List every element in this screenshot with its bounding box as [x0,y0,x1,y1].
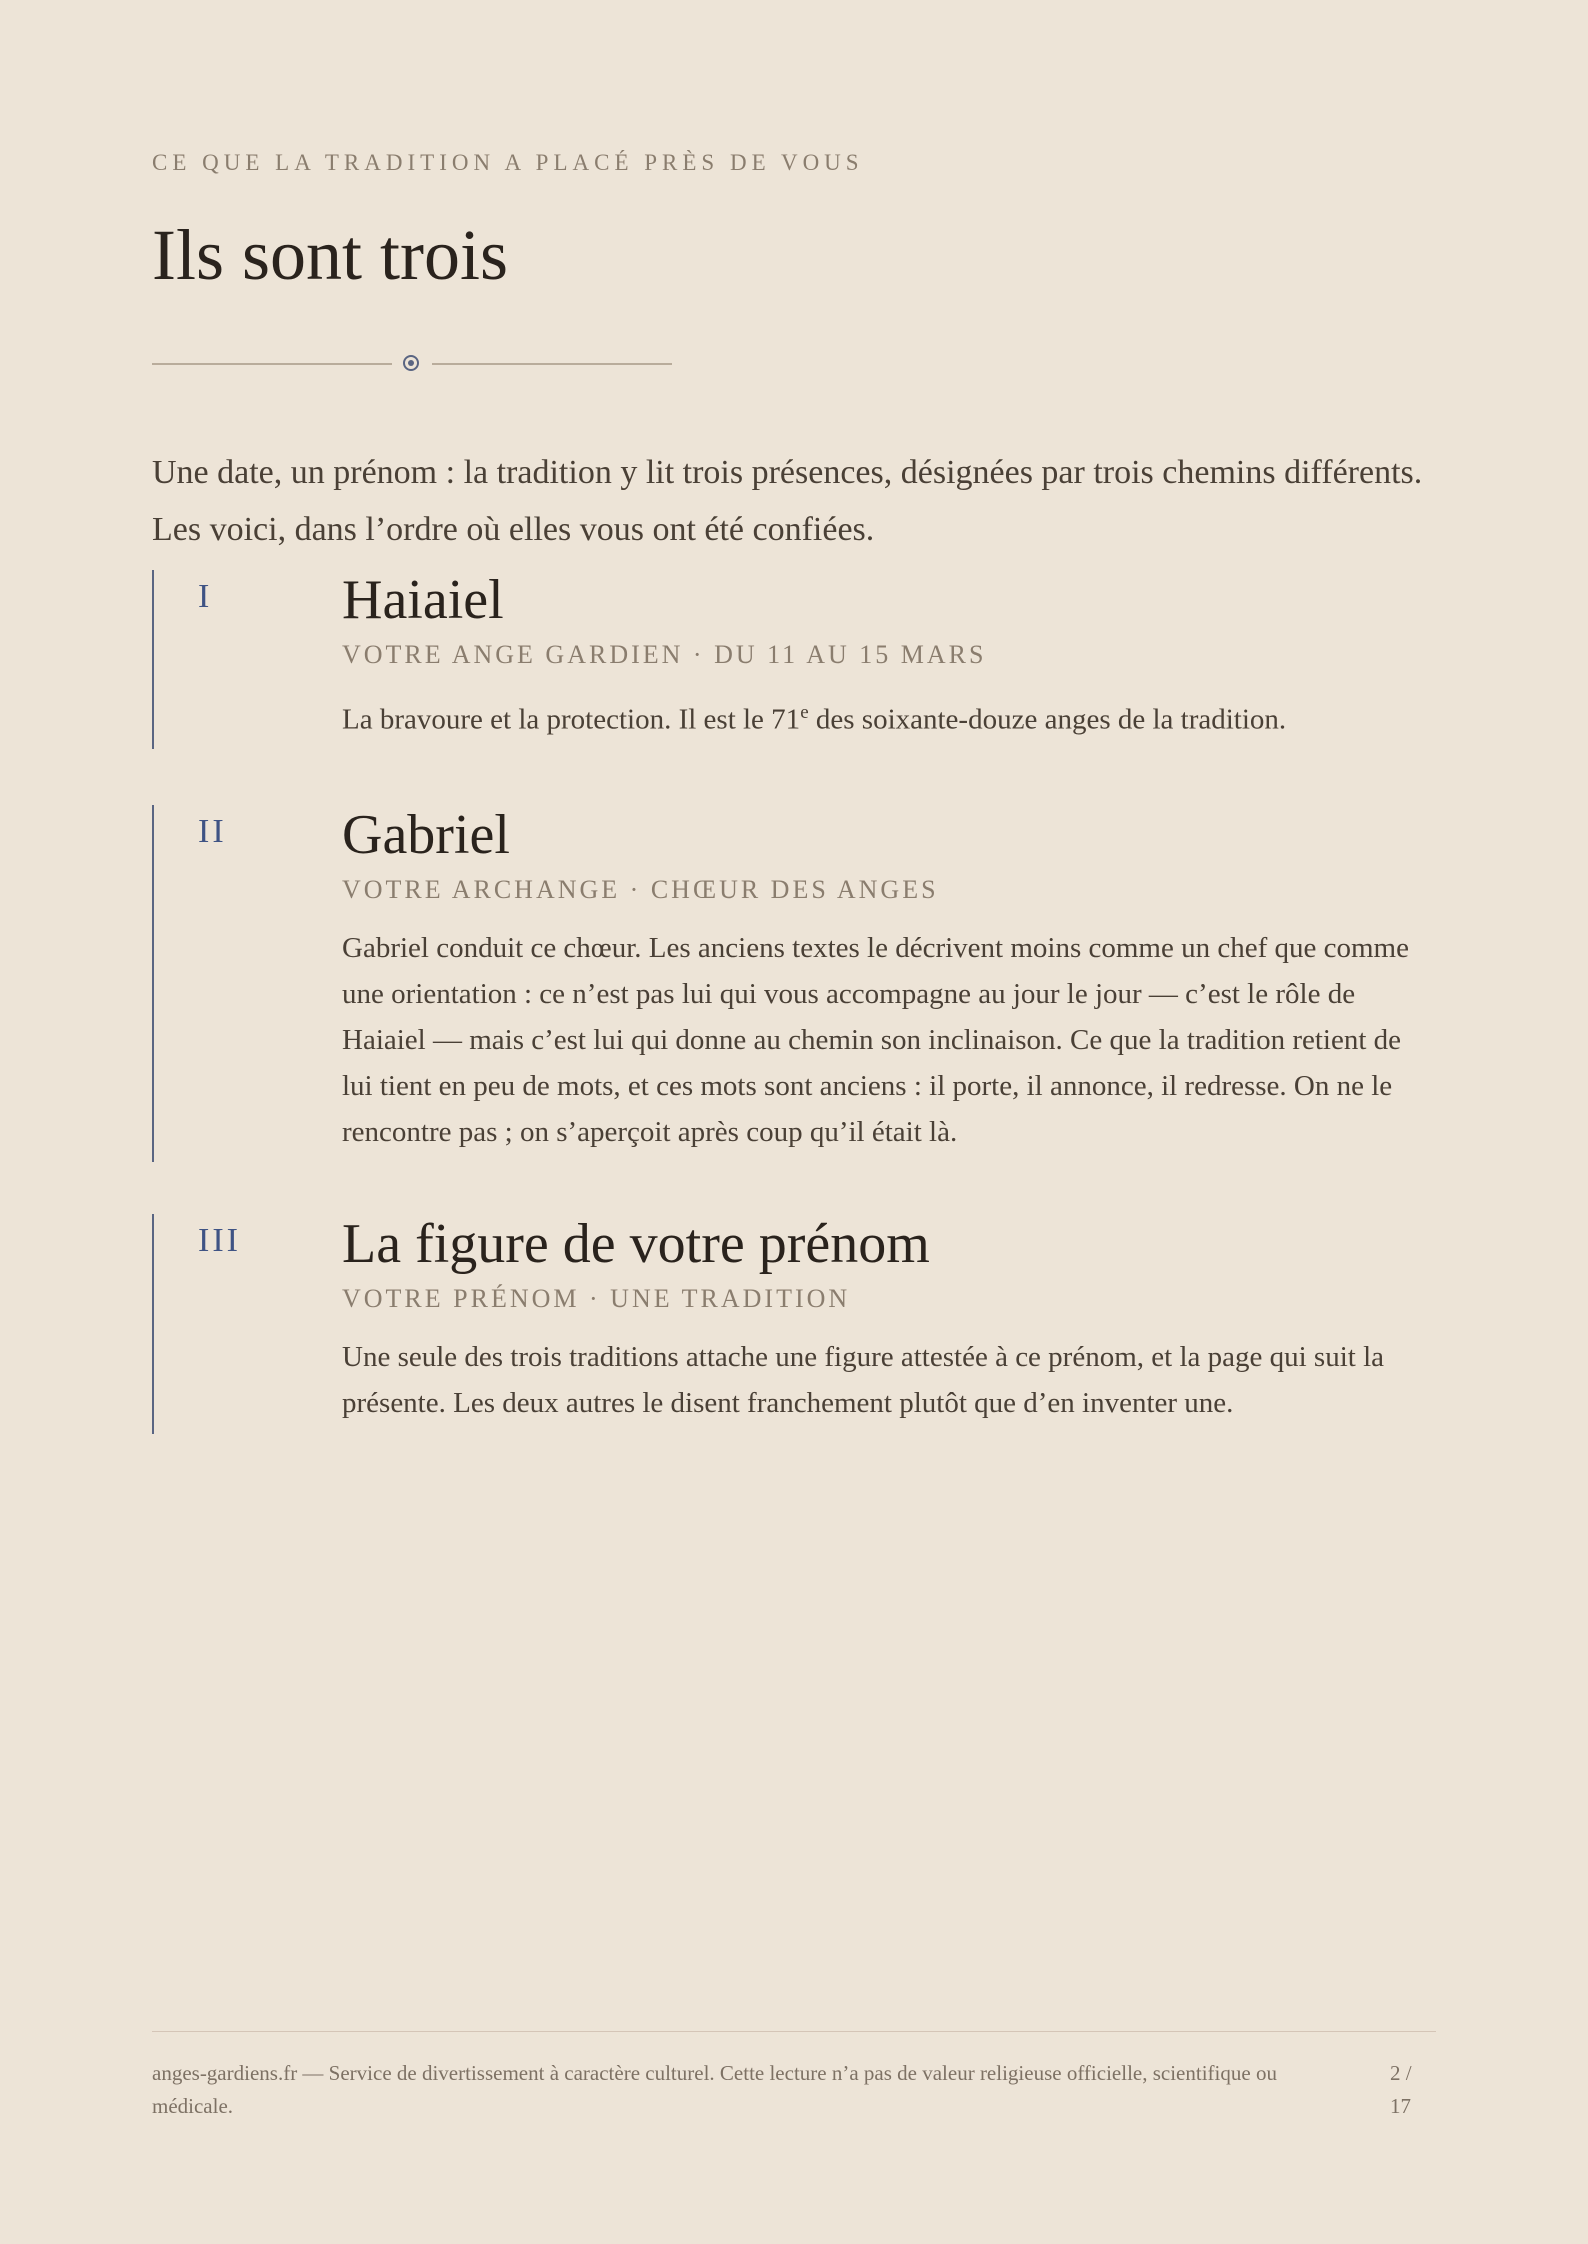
entry-description-part: La bravoure et la protection. Il est le 71 [342,703,801,736]
entry-guardian-angel [152,570,1436,749]
entry-body [342,570,1438,743]
entry-numeral: III [198,1222,241,1259]
entry-name: La figure de votre prénom [342,1213,930,1275]
entry-subtitle: VOTRE ANGE GARDIEN · DU 11 AU 15 MARS [342,640,987,669]
entry-archangel [152,805,1436,1162]
entry-description [342,690,1438,743]
entry-numeral: II [198,813,227,850]
page-number: 2 / 17 [1390,2061,1412,2118]
page-title: Ils sont trois [152,215,509,295]
intro-paragraph: Une date, un prénom : la tradition y lit trois présences, désignées par trois chemins différents. Les voici, dans l’ordre où elles vous ont été confiées. [152,454,1423,548]
ordinal-suffix: e [800,702,809,723]
entry-description: Gabriel conduit ce chœur. Les anciens textes le décrivent moins comme un chef que comme une orientation : ce n’est pas lui qui vous accompagne au jour le jour — c’est le rôle de Haiaiel — mais c’est lui qui donne au chemin son inclinaison. Ce que la tradition retient de lui tient en peu de mots, et ces mots sont anciens : il porte, il annonce, il redresse. On ne le rencontre pas ; on s’aperçoit après coup qu’il était là. [342,932,1409,1148]
ornament-divider [152,352,672,376]
footer-disclaimer: anges-gardiens.fr — Service de divertissement à caractère culturel. Cette lecture n’a pas de valeur religieuse officielle, scientifique ou médicale. [152,2061,1277,2118]
entry-name-figure [152,1214,1436,1434]
circle-dot-icon [403,355,419,371]
entry-body [342,805,1438,1155]
divider-line-left [152,363,392,365]
entry-subtitle: VOTRE ARCHANGE · CHŒUR DES ANGES [342,875,939,904]
entry-name: Gabriel [342,804,510,866]
entry-name: Haiaiel [342,569,504,631]
entry-description: Une seule des trois traditions attache une figure attestée à ce prénom, et la page qui suit la présente. Les deux autres le disent franchement plutôt que d’en inventer une. [342,1341,1385,1419]
entry-subtitle: VOTRE PRÉNOM · UNE TRADITION [342,1284,851,1313]
entry-numeral: I [198,578,213,615]
entry-body [342,1214,1438,1426]
document-page [152,0,1436,2244]
entry-description-part: des soixante-douze anges de la tradition. [808,703,1287,736]
divider-line-right [432,363,672,365]
section-eyebrow: CE QUE LA TRADITION A PLACÉ PRÈS DE VOUS [152,150,864,175]
footer-divider [152,2031,1436,2032]
